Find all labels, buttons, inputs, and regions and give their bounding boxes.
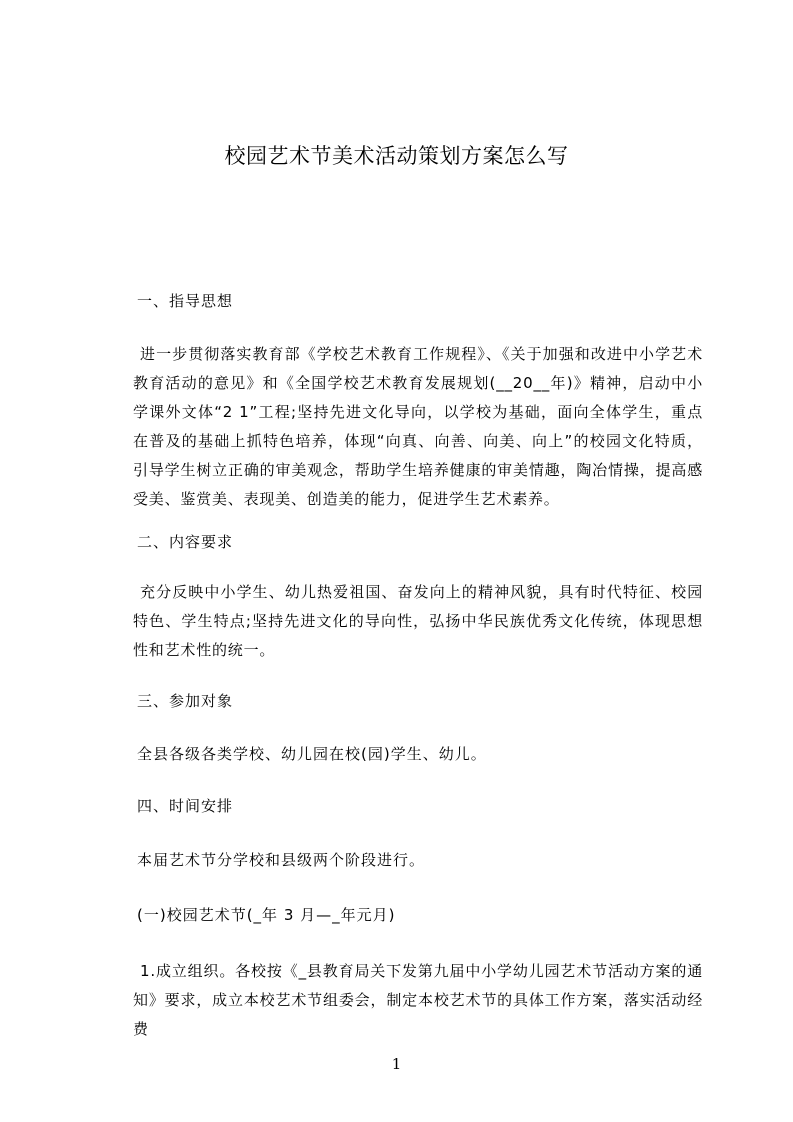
document-title: 校园艺术节美术活动策划方案怎么写 [224, 144, 569, 168]
section-paragraph-schedule: 本届艺术节分学校和县级两个阶段进行。 [137, 851, 426, 869]
subheading-campus-art-festival: (一)校园艺术节(_年 3 月—_年元月) [137, 906, 396, 924]
section-paragraph-participants: 全县各级各类学校、幼儿园在校(园)学生、幼儿。 [137, 745, 487, 763]
section-heading-guiding-thought: 一、指导思想 [137, 292, 234, 310]
section-paragraph-content-requirements: 充分反映中小学生、幼儿热爱祖国、奋发向上的精神风貌，具有时代特征、校园特色、学生特点;坚持先进文化的导向性，弘扬中华民族优秀文化传统，体现思想性和艺术性的统一。 [133, 583, 703, 659]
section-paragraph-guiding-thought: 进一步贯彻落实教育部《学校艺术教育工作规程》、《关于加强和改进中小学艺术教育活动的意见》和《全国学校艺术教育发展规划(__20__年)》精神，启动中小学课外文体“2 1”工程;坚持先进文化导向，以学校为基础，面向全体学生，重点在普及的基础上抓特色培养，体现“向真、向善、向美、向上”的校园文化特质，引导学生树立正确的审美观念，帮助学生培养健康的审美情趣，陶冶情操，提高感受美、鉴赏美、表现美、创造美的能力，促进学生艺术素养。 [133, 345, 703, 508]
section-heading-schedule: 四、时间安排 [137, 797, 234, 815]
section-heading-participants: 三、参加对象 [137, 692, 234, 710]
page-number: 1 [391, 1055, 402, 1073]
list-item-establish-organization: 1.成立组织。各校按《_县教育局关下发第九届中小学幼儿园艺术节活动方案的通知》要求，成立本校艺术节组委会，制定本校艺术节的具体工作方案，落实活动经费 [133, 962, 703, 1038]
section-heading-content-requirements: 二、内容要求 [137, 533, 234, 551]
